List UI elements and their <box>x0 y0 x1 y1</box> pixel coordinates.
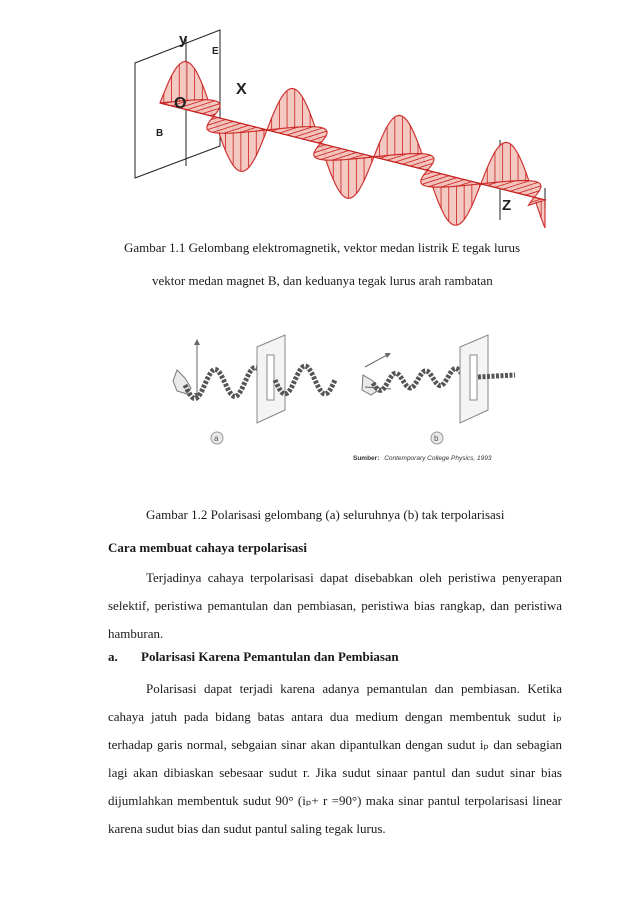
paragraph-1-line: selektif, peristiwa pemantulan dan pembiasan, peristiwa bias rangkap, dan peristiwa <box>108 598 562 613</box>
y-axis-label: y <box>179 31 188 48</box>
paragraph-2-line: terhadap garis normal, sebgaian sinar akan dipantulkan dengan sudut iₚ dan sebagian <box>108 737 562 752</box>
figure1-caption-line1: Gambar 1.1 Gelombang elektromagnetik, vektor medan listrik E tegak lurus <box>124 240 521 255</box>
paragraph-1 <box>108 564 562 648</box>
paragraph-1-line: Terjadinya cahaya terpolarisasi dapat disebabkan oleh peristiwa penyerapan <box>146 570 562 585</box>
figure1-caption-line2: vektor medan magnet B, dan keduanya tegak lurus arah rambatan <box>152 273 493 288</box>
section-heading: Cara membuat cahaya terpolarisasi <box>108 540 307 555</box>
paragraph-2-line: cahaya jatuh pada bidang batas antara dua medium dengan membentuk sudut iₚ <box>108 709 562 724</box>
z-axis-label: Z <box>502 197 512 214</box>
svg-text:Sumber: Contemporary Colle <box>353 455 492 462</box>
paragraph-2-line: dijumlahkan membentuk sudut 90° (iₚ+ r =90°) maka sinar pantul terpolarisasi linear <box>108 793 562 808</box>
paragraph-2-line: lagi akan dibiaskan sebesaar sudut r. Jika sudut sinaar pantul dan sudut sinar bias <box>108 765 562 780</box>
electric-field-wave <box>160 62 545 229</box>
source-citation: Contemporary College Physics, 1993 <box>384 455 492 462</box>
figure2-caption: Gambar 1.2 Polarisasi gelombang (a) seluruhnya (b) tak terpolarisasi <box>146 507 505 522</box>
rope-wave-b <box>373 368 465 390</box>
paragraph-2-line: karena sudut bias dan sudut pantul saling tegak lurus. <box>108 821 386 836</box>
label-a: a <box>214 434 219 443</box>
subsection-marker: a. <box>108 649 118 664</box>
label-b: b <box>434 434 439 443</box>
polarization-figure <box>165 325 525 465</box>
origin-label: O <box>174 95 187 112</box>
b-field-label: B <box>156 128 164 139</box>
paragraph-2-line: Polarisasi dapat terjadi karena adanya pemantulan dan pembiasan. Ketika <box>146 681 562 696</box>
source-label: Sumber: <box>353 455 380 462</box>
figure-part-b <box>362 335 515 444</box>
paragraph-2 <box>108 675 562 843</box>
figure-part-a <box>173 335 335 444</box>
paragraph-1-line: hamburan. <box>108 626 164 641</box>
subsection-heading <box>108 649 399 665</box>
x-axis-label: X <box>236 81 247 98</box>
em-wave-figure <box>120 28 560 228</box>
e-field-label: E <box>212 46 219 57</box>
subsection-title: Polarisasi Karena Pemantulan dan Pembiasan <box>141 649 399 664</box>
